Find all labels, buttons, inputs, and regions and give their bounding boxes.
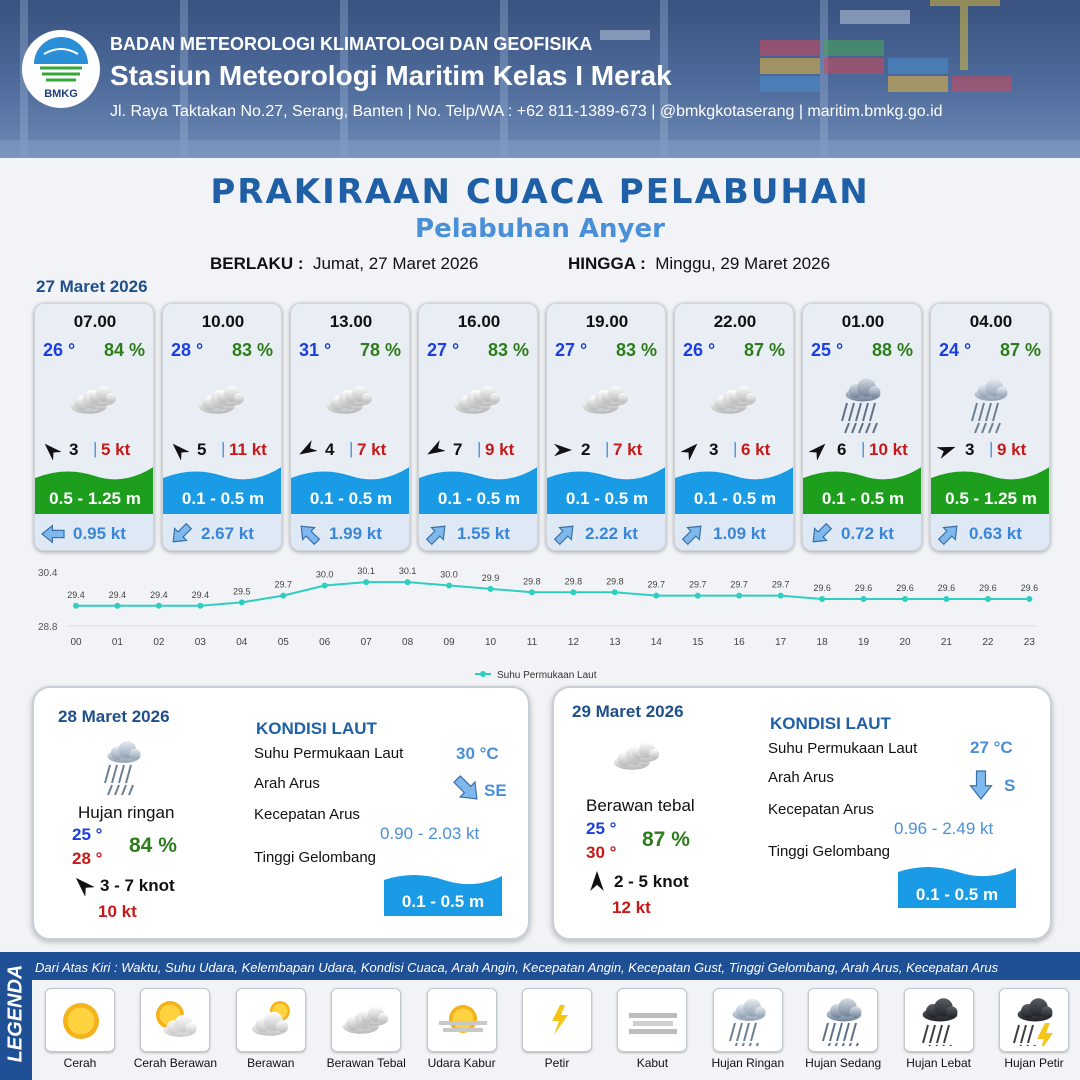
card-current [35, 514, 154, 551]
sst-data-label: 29.8 [523, 576, 541, 587]
x-tick-label: 09 [443, 637, 455, 648]
card-separator: | [477, 439, 482, 458]
sst-point [446, 583, 452, 589]
x-tick-label: 14 [650, 637, 662, 648]
card-separator: | [861, 439, 866, 458]
sst-data-label: 29.6 [979, 583, 997, 593]
panel-wind: 2 - 5 knot [614, 872, 689, 891]
card-gust: 7 kt [357, 440, 387, 459]
card-gust: 5 kt [101, 440, 131, 459]
legend-item [617, 988, 687, 1052]
legend-item-label: Berawan Tebal [326, 1056, 406, 1070]
current-arrow-icon [966, 770, 996, 800]
x-tick-label: 10 [484, 637, 497, 648]
legend-description: Dari Atas Kiri : Waktu, Suhu Udara, Kelembapan Udara, Kondisi Cuaca, Arah Angin, Kecepatan Angin, Kecepatan Gust, Tinggi Gelombang, Arah Arus, Kecepatan Arus [35, 960, 999, 975]
sst-data-label: 30.0 [315, 569, 334, 580]
card-current-speed: 1.99 kt [329, 524, 382, 543]
card-wave-height: 0.1 - 0.5 m [309, 489, 393, 508]
card-humidity: 83 % [487, 340, 529, 360]
panel-date: 28 Maret 2026 [58, 707, 170, 726]
hujan-ringan-icon [724, 996, 774, 1046]
panel-humidity: 87 % [642, 828, 690, 851]
card-wind-speed: 4 [325, 440, 335, 459]
sst-data-label: 29.6 [813, 583, 831, 593]
sst-data-label: 29.7 [274, 579, 293, 590]
panel-temp-min: 25 ° [72, 825, 103, 844]
card-wind [35, 438, 154, 462]
x-tick-label: 12 [567, 637, 579, 648]
panel-gust: 12 kt [612, 898, 651, 917]
forecast-card [802, 303, 922, 551]
sst-value: 27 °C [970, 738, 1013, 757]
card-current [675, 514, 794, 551]
berawan-tebal-icon [342, 996, 392, 1046]
berawan-tebal-icon [57, 366, 133, 436]
card-wind-speed: 5 [197, 440, 207, 459]
card-wave-height: 0.5 - 1.25 m [49, 489, 141, 508]
card-temperature: 28 ° [171, 340, 204, 360]
card-current-speed: 1.09 kt [713, 524, 766, 543]
forecast-card [162, 303, 282, 551]
sst-data-label: 29.6 [937, 583, 956, 593]
kabut-icon [628, 996, 678, 1046]
y-tick-label: 28.8 [38, 622, 58, 633]
card-current [547, 514, 666, 551]
card-separator: | [605, 439, 610, 458]
hujan-sedang-icon [825, 366, 901, 436]
card-wind-speed: 3 [965, 440, 975, 459]
legend-item [713, 988, 783, 1052]
current-dir-value: S [1004, 776, 1016, 795]
logo-text: BMKG [44, 88, 78, 100]
card-wind-speed: 6 [837, 440, 847, 459]
day1-date: 27 Maret 2026 [36, 277, 148, 296]
card-wave-height: 0.1 - 0.5 m [693, 489, 777, 508]
x-tick-label: 18 [816, 637, 828, 648]
card-gust: 7 kt [613, 440, 643, 459]
berawan-tebal-icon [313, 366, 389, 436]
card-time: 16.00 [457, 312, 501, 331]
current-dir-value: SE [484, 781, 507, 800]
sst-point [280, 593, 286, 599]
day-panel-29 [552, 686, 1052, 940]
current-arrow-icon [169, 522, 193, 546]
current-arrow-icon [41, 522, 65, 546]
card-current-speed: 2.67 kt [201, 524, 254, 543]
sst-point [985, 596, 991, 602]
legend-item [999, 988, 1069, 1052]
hourly-forecast [34, 303, 1054, 551]
x-tick-label: 11 [526, 637, 538, 648]
legend-item-label: Udara Kabur [427, 1056, 496, 1070]
bmkg-logo [22, 30, 100, 108]
sst-data-label: 29.7 [771, 579, 790, 590]
x-tick-label: 00 [70, 637, 82, 648]
hujan-lebat-icon [915, 996, 965, 1046]
card-current-speed: 1.55 kt [457, 524, 510, 543]
wave-label: Tinggi Gelombang [768, 843, 891, 860]
card-separator: | [221, 439, 226, 458]
legend-item [904, 988, 974, 1052]
wind-arrow-icon [586, 870, 608, 892]
current-speed-value: 0.90 - 2.03 kt [380, 824, 480, 843]
sst-point [197, 603, 203, 609]
card-wave-height: 0.1 - 0.5 m [565, 489, 649, 508]
x-tick-label: 13 [609, 637, 621, 648]
hujan-petir-icon [1010, 996, 1060, 1046]
sst-label: Suhu Permukaan Laut [254, 745, 404, 762]
card-gust: 11 kt [229, 440, 267, 459]
current-arrow-icon [297, 522, 321, 546]
card-humidity: 88 % [871, 340, 913, 360]
sst-data-label: 29.5 [233, 586, 251, 597]
page-title: PRAKIRAAN CUACA PELABUHAN [210, 172, 870, 212]
panel-condition: Hujan ringan [78, 803, 175, 822]
card-current-speed: 0.95 kt [73, 524, 126, 543]
sst-data-label: 29.8 [606, 576, 624, 587]
org-name: BADAN METEOROLOGI KLIMATOLOGI DAN GEOFISIKA [110, 34, 593, 54]
sst-point [736, 593, 742, 599]
card-temperature: 31 ° [299, 340, 332, 360]
card-humidity: 84 % [103, 340, 145, 360]
card-humidity: 83 % [615, 340, 657, 360]
cerah-berawan-icon [151, 996, 201, 1046]
card-humidity: 87 % [999, 340, 1041, 360]
hujan-ringan-icon [90, 728, 158, 798]
x-tick-label: 08 [402, 637, 414, 648]
berawan-tebal-icon [569, 366, 645, 436]
legend-item-label: Hujan Sedang [805, 1056, 882, 1070]
card-current [291, 514, 410, 551]
card-wind [547, 438, 666, 462]
station-name: Stasiun Meteorologi Maritim Kelas I Merak [110, 60, 672, 91]
sst-point [819, 596, 825, 602]
wind-arrow-icon [809, 440, 829, 460]
card-separator: | [989, 439, 994, 458]
panel-humidity: 84 % [129, 834, 177, 857]
sst-data-label: 29.6 [1020, 583, 1039, 593]
x-tick-label: 22 [982, 637, 994, 648]
card-temperature: 27 ° [427, 340, 460, 360]
sst-chart [30, 562, 1060, 684]
legend-item [808, 988, 878, 1052]
wind-arrow-icon [297, 440, 317, 460]
card-wind [803, 438, 922, 462]
sst-data-label: 29.6 [896, 583, 914, 593]
legend-item [140, 988, 210, 1052]
sst-point [322, 583, 328, 589]
x-tick-label: 05 [277, 637, 289, 648]
sst-point [1026, 596, 1032, 602]
x-tick-label: 19 [857, 637, 870, 648]
legend-tab [0, 952, 32, 1080]
panel-date: 29 Maret 2026 [572, 702, 684, 721]
card-time: 19.00 [585, 312, 629, 331]
sst-point [695, 593, 701, 599]
card-temperature: 24 ° [939, 340, 972, 360]
sst-point [861, 596, 867, 602]
card-time: 07.00 [73, 312, 117, 331]
x-tick-label: 02 [153, 637, 165, 648]
panel-temp-max: 28 ° [72, 849, 103, 868]
panel-temp-min: 25 ° [586, 819, 617, 838]
udara-kabur-icon [438, 996, 488, 1046]
card-wind [675, 438, 794, 462]
legend-series-name: Suhu Permukaan Laut [497, 670, 597, 681]
sst-point [73, 603, 79, 609]
card-current-speed: 0.72 kt [841, 524, 894, 543]
card-gust: 9 kt [997, 440, 1027, 459]
current-dir-label: Arah Arus [768, 769, 834, 786]
sst-data-label: 29.6 [854, 583, 873, 593]
legend-item-label: Cerah [63, 1056, 97, 1070]
hujan-ringan-icon [953, 366, 1029, 436]
valid-from [210, 254, 478, 274]
valid-from-value: Jumat, 27 Maret 2026 [312, 254, 479, 273]
legend-item-label: Berawan [247, 1056, 295, 1070]
sst-point [653, 593, 659, 599]
current-arrow-icon [425, 522, 449, 546]
sst-point [612, 589, 618, 595]
sst-label: Suhu Permukaan Laut [768, 740, 918, 757]
wave-label: Tinggi Gelombang [254, 849, 377, 866]
berawan-icon [247, 996, 297, 1046]
card-wave-height: 0.5 - 1.25 m [945, 489, 1037, 508]
forecast-card [930, 303, 1050, 551]
x-tick-label: 06 [319, 637, 331, 648]
sst-data-label: 29.4 [150, 589, 168, 600]
station-address: Jl. Raya Taktakan No.27, Serang, Banten | No. Telp/WA : +62 811-1389-673 | @bmkgkotaserang | maritim.bmkg.go.id [110, 103, 943, 120]
wave-value: 0.1 - 0.5 m [915, 885, 999, 904]
card-time: 04.00 [969, 312, 1013, 331]
valid-to [568, 254, 830, 274]
legend-item [331, 988, 401, 1052]
card-wind-speed: 7 [453, 440, 463, 459]
sst-data-label: 29.9 [481, 572, 500, 583]
sst-point [488, 586, 494, 592]
forecast-card [674, 303, 794, 551]
forecast-card [418, 303, 538, 551]
current-arrow-icon [809, 522, 833, 546]
berawan-tebal-icon [441, 366, 517, 436]
sst-data-label: 29.4 [191, 589, 210, 600]
legend-title: LEGENDA [4, 964, 27, 1063]
berawan-tebal-icon [185, 366, 261, 436]
card-wave-height: 0.1 - 0.5 m [437, 489, 521, 508]
card-wind [419, 438, 538, 462]
sea-heading: KONDISI LAUT [770, 714, 891, 733]
sst-data-label: 29.4 [67, 589, 85, 600]
card-wave-height: 0.1 - 0.5 m [821, 489, 905, 508]
x-tick-label: 17 [775, 637, 787, 648]
sst-point [943, 596, 949, 602]
sst-point [156, 603, 162, 609]
legend-swatch-point [480, 671, 486, 677]
x-tick-label: 20 [899, 637, 911, 648]
sst-point [778, 593, 784, 599]
berawan-tebal-icon [604, 732, 672, 782]
x-tick-label: 01 [111, 637, 124, 648]
current-arrow-icon [681, 522, 705, 546]
panel-wind: 3 - 7 knot [100, 876, 175, 895]
current-speed-value: 0.96 - 2.49 kt [894, 819, 994, 838]
sst-point [902, 596, 908, 602]
card-current [419, 514, 538, 551]
port-name: Pelabuhan Anyer [415, 214, 665, 244]
wind-arrow-icon [681, 440, 701, 460]
sst-point [570, 589, 576, 595]
sst-point [405, 579, 411, 585]
card-separator: | [93, 439, 98, 458]
card-time: 13.00 [329, 312, 373, 331]
card-time: 22.00 [713, 312, 757, 331]
cerah-icon [56, 996, 106, 1046]
x-tick-label: 21 [940, 637, 953, 648]
legend-item [236, 988, 306, 1052]
card-current-speed: 2.22 kt [585, 524, 638, 543]
valid-from-label: BERLAKU : [210, 254, 304, 273]
legend-item-label: Hujan Petir [1004, 1056, 1064, 1070]
wind-arrow-icon [937, 440, 957, 460]
wave-value: 0.1 - 0.5 m [401, 892, 485, 911]
card-humidity: 83 % [231, 340, 273, 360]
current-speed-label: Kecepatan Arus [254, 806, 360, 823]
sst-data-label: 29.7 [647, 579, 666, 590]
wind-arrow-icon [72, 874, 94, 896]
sst-data-label: 29.8 [564, 576, 583, 587]
hujan-sedang-icon [819, 996, 869, 1046]
card-wind-speed: 2 [581, 440, 591, 459]
card-humidity: 78 % [359, 340, 401, 360]
card-temperature: 25 ° [811, 340, 844, 360]
legend-item-label: Kabut [636, 1056, 669, 1070]
card-current [803, 514, 922, 551]
card-separator: | [733, 439, 738, 458]
valid-to-label: HINGGA : [568, 254, 646, 273]
sst-point [239, 599, 245, 605]
card-temperature: 26 ° [683, 340, 716, 360]
current-dir-label: Arah Arus [254, 775, 320, 792]
wind-arrow-icon [553, 440, 573, 460]
sst-data-label: 29.7 [688, 579, 707, 590]
sst-data-label: 30.1 [398, 566, 417, 577]
day-panel-28 [32, 686, 530, 940]
forecast-card [546, 303, 666, 551]
x-tick-label: 16 [733, 637, 745, 648]
card-humidity: 87 % [743, 340, 785, 360]
card-temperature: 27 ° [555, 340, 588, 360]
card-wind-speed: 3 [709, 440, 719, 459]
legend-item [45, 988, 115, 1052]
valid-to-value: Minggu, 29 Maret 2026 [655, 254, 831, 273]
card-wind-speed: 3 [69, 440, 79, 459]
x-tick-label: 23 [1023, 637, 1035, 648]
sst-data-label: 30.1 [357, 566, 375, 577]
card-temperature: 26 ° [43, 340, 76, 360]
card-wave-height: 0.1 - 0.5 m [181, 489, 265, 508]
panel-condition: Berawan tebal [586, 796, 695, 815]
current-speed-label: Kecepatan Arus [768, 801, 874, 818]
card-current-speed: 0.63 kt [969, 524, 1022, 543]
legend-item-label: Hujan Ringan [711, 1056, 785, 1070]
petir-icon [533, 996, 583, 1046]
x-tick-label: 03 [194, 637, 206, 648]
card-gust: 10 kt [869, 440, 908, 459]
panel-temp-max: 30 ° [586, 843, 617, 862]
card-wind [163, 438, 282, 462]
legend-item-label: Cerah Berawan [133, 1056, 218, 1070]
legend-items [32, 980, 1080, 1080]
card-wind [931, 438, 1050, 462]
header-banner [0, 0, 1080, 158]
wind-arrow-icon [425, 440, 445, 460]
card-gust: 6 kt [741, 440, 771, 459]
card-current [163, 514, 282, 551]
card-gust: 9 kt [485, 440, 515, 459]
sst-data-label: 29.4 [108, 589, 127, 600]
current-arrow-icon [937, 522, 961, 546]
forecast-card [34, 303, 154, 551]
card-current [931, 514, 1050, 551]
sea-heading: KONDISI LAUT [256, 719, 377, 738]
legend [0, 952, 1080, 1080]
card-separator: | [349, 439, 354, 458]
sst-value: 30 °C [456, 744, 499, 763]
wind-arrow-icon [169, 440, 189, 460]
card-time: 01.00 [841, 312, 885, 331]
x-tick-label: 15 [692, 637, 704, 648]
legend-item-label: Hujan Lebat [906, 1056, 971, 1070]
panel-gust: 10 kt [98, 902, 137, 921]
wind-arrow-icon [41, 440, 61, 460]
legend-item-label: Petir [544, 1056, 570, 1070]
sst-point [529, 589, 535, 595]
sst-point [114, 603, 120, 609]
sst-point [363, 579, 369, 585]
legend-item [522, 988, 592, 1052]
forecast-card [290, 303, 410, 551]
current-arrow-icon [452, 774, 482, 804]
card-wind [291, 438, 410, 462]
x-tick-label: 04 [236, 637, 248, 648]
legend-item [427, 988, 497, 1052]
card-time: 10.00 [201, 312, 245, 331]
sst-data-label: 30.0 [440, 569, 458, 580]
berawan-tebal-icon [697, 366, 773, 436]
x-tick-label: 07 [360, 637, 372, 648]
y-tick-label: 30.4 [38, 568, 58, 579]
sst-data-label: 29.7 [730, 579, 748, 590]
current-arrow-icon [553, 522, 577, 546]
